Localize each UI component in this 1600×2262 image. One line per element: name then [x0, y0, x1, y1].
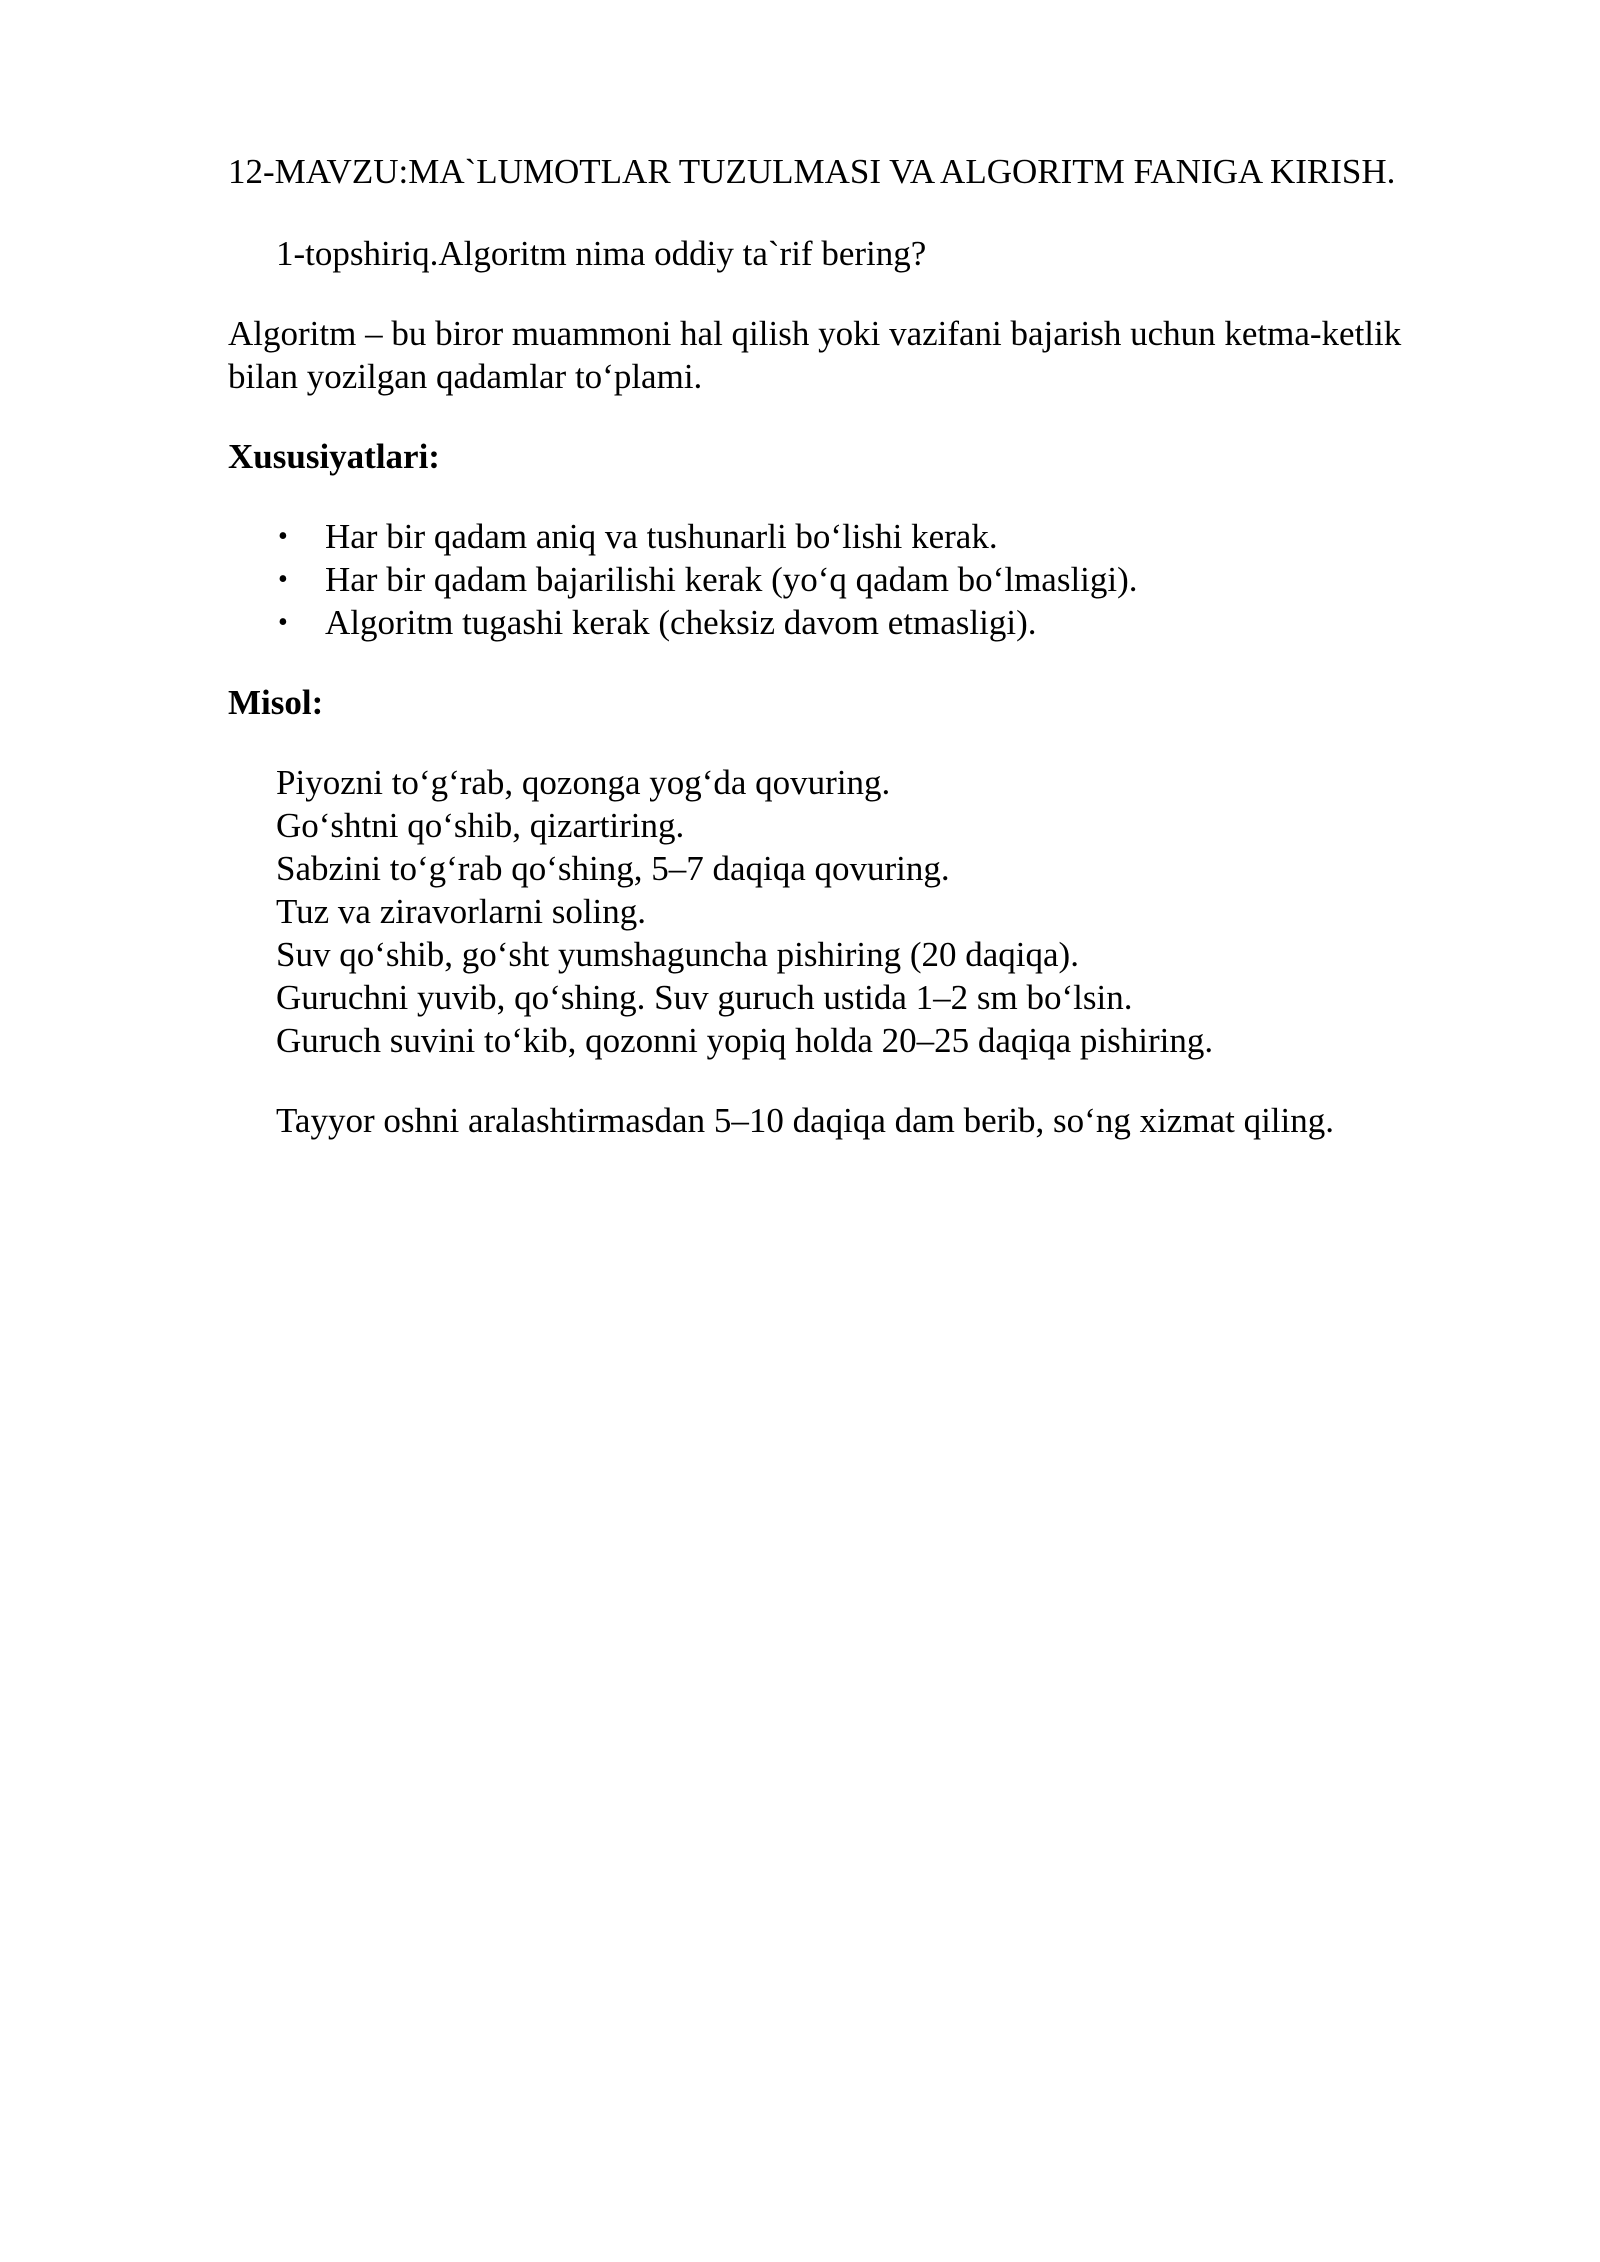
step-item: Sabzini to‘g‘rab qo‘shing, 5–7 daqiqa qovuring.: [276, 849, 950, 888]
example-heading: Misol:: [228, 683, 324, 722]
bullet-icon: •: [278, 564, 288, 595]
task-question: 1-topshiriq.Algoritm nima oddiy ta`rif bering?: [276, 234, 927, 273]
step-item: Tuz va ziravorlarni soling.: [276, 892, 647, 931]
list-item: [228, 601, 1488, 644]
list-item-text: Har bir qadam bajarilishi kerak (yo‘q qadam bo‘lmasligi).: [325, 560, 1138, 599]
step-item: Guruchni yuvib, qo‘shing. Suv guruch ustida 1–2 sm bo‘lsin.: [276, 978, 1133, 1017]
step-item: Piyozni to‘g‘rab, qozonga yog‘da qovuring.: [276, 763, 891, 802]
list-item: [228, 558, 1488, 601]
step-item: Go‘shtni qo‘shib, qizartiring.: [276, 806, 685, 845]
step-item: Suv qo‘shib, go‘sht yumshaguncha pishiring (20 daqiqa).: [276, 935, 1079, 974]
bullet-icon: •: [278, 607, 288, 638]
page-title: 12-MAVZU:MA`LUMOTLAR TUZULMASI VA ALGORITM FANIGA KIRISH.: [228, 152, 1396, 191]
list-item-text: Algoritm tugashi kerak (cheksiz davom etmasligi).: [325, 603, 1037, 642]
properties-list: [228, 515, 1488, 644]
list-item: [228, 515, 1488, 558]
definition-paragraph: Algoritm – bu biror muammoni hal qilish yoki vazifani bajarish uchun ketma-ketlik bilan yozilgan qadamlar to‘plami.: [228, 314, 1402, 396]
list-item-text: Har bir qadam aniq va tushunarli bo‘lishi kerak.: [325, 517, 998, 556]
bullet-icon: •: [278, 521, 288, 552]
example-steps-list: [228, 761, 1488, 1062]
document-body: [228, 150, 1488, 1142]
final-step: Tayyor oshni aralashtirmasdan 5–10 daqiqa dam berib, so‘ng xizmat qiling.: [276, 1101, 1334, 1140]
step-item: Guruch suvini to‘kib, qozonni yopiq holda 20–25 daqiqa pishiring.: [276, 1021, 1214, 1060]
properties-heading: Xususiyatlari:: [228, 437, 440, 476]
